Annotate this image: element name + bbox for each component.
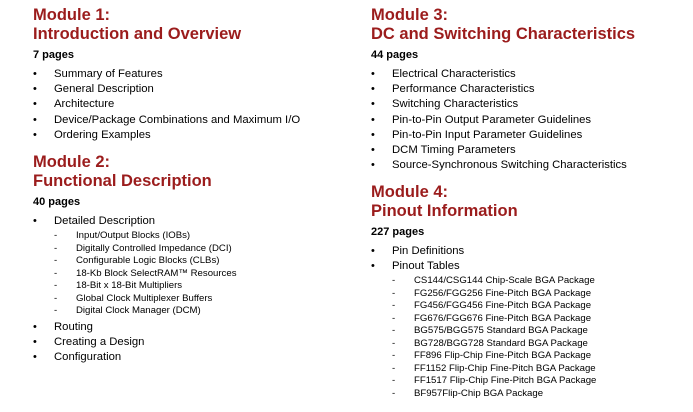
list-item [371,82,635,97]
bullet-icon: • [33,215,37,227]
bullet-icon: • [33,113,37,126]
sub-list-item [54,243,237,256]
list-item-label: DCM Timing Parameters [392,144,516,157]
module-2-heading: Module 2: [33,153,110,171]
sub-list-item [392,350,596,363]
bullet-icon: • [33,83,37,96]
list-item [33,320,237,335]
sub-list-item-label: FF1517 Flip-Chip Fine-Pitch BGA Package [414,375,597,387]
list-item-label: Pin-to-Pin Input Parameter Guidelines [392,128,583,141]
bullet-icon: • [33,335,37,348]
module-4-sublist [392,275,596,400]
sub-list-item-label: Digital Clock Manager (DCM) [76,305,201,317]
list-item-label: Pinout Tables [392,260,460,273]
module-4-list [371,244,596,400]
list-item-label: Pin Definitions [392,245,465,257]
sub-list-item [54,293,237,306]
module-4-pages: 227 pages [371,226,425,238]
sub-list-item-label: BF957Flip-Chip BGA Package [414,387,544,399]
bullet-icon: • [33,68,37,80]
module-3-title: DC and Switching Characteristics [371,25,636,43]
sub-list-item-label: FG456/FGG456 Fine-Pitch BGA Package [414,300,592,312]
module-2 [33,153,237,365]
module-2-sublist [54,230,237,318]
list-item [371,97,635,112]
list-item-label: Device/Package Combinations and Maximum I/O [54,113,301,126]
bullet-icon: • [371,128,375,141]
bullet-icon: • [33,351,37,364]
sub-list-item [54,230,237,243]
bullet-icon: • [371,113,375,126]
dash-icon: - [392,350,396,362]
sub-list-item [392,288,596,301]
bullet-icon: • [371,260,375,273]
sub-list-item [392,388,596,401]
list-item [33,350,237,365]
sub-list-item-label: 18-Kb Block SelectRAM™ Resources [76,267,237,279]
sub-list-item-label: Input/Output Blocks (IOBs) [76,230,191,242]
dash-icon: - [54,230,58,242]
sub-list-item [392,375,596,388]
module-3-pages: 44 pages [371,49,419,61]
list-item [371,128,635,143]
bullet-icon: • [371,144,375,157]
sub-list-item-label: Configurable Logic Blocks (CLBs) [76,255,220,267]
module-3 [371,6,635,173]
dash-icon: - [54,267,58,279]
module-3-heading: Module 3: [371,6,448,24]
bullet-icon: • [371,245,375,257]
dash-icon: - [392,362,396,374]
module-2-list [33,214,237,365]
list-item-label: Switching Characteristics [392,98,519,111]
list-item-label: Architecture [54,98,115,111]
module-1-heading: Module 1: [33,6,110,24]
sub-list-item [392,325,596,338]
dash-icon: - [392,275,396,287]
list-item [371,158,635,173]
dash-icon: - [392,287,396,299]
dash-icon: - [54,280,58,292]
list-item-label: Source-Synchronous Switching Characteristics [392,159,627,172]
list-item [33,67,300,82]
dash-icon: - [54,292,58,304]
list-item [33,113,300,128]
sub-list-item [54,268,237,281]
list-item [33,97,300,112]
dash-icon: - [392,375,396,387]
module-1-title: Introduction and Overview [33,25,242,43]
dash-icon: - [392,325,396,337]
dash-icon: - [392,300,396,312]
list-item [371,113,635,128]
sub-list-item [54,305,237,318]
module-1-pages: 7 pages [33,49,74,61]
module-1-list [33,67,300,143]
list-item-label: Pin-to-Pin Output Parameter Guidelines [392,113,592,126]
list-item-label: General Description [54,83,154,96]
sub-list-item-label: Digitally Controlled Impedance (DCI) [76,242,232,254]
sub-list-item [392,338,596,351]
list-item-label: Routing [54,320,93,333]
sub-list-item-label: FF1152 Flip-Chip Fine-Pitch BGA Package [414,362,596,374]
list-item-label: Ordering Examples [54,128,151,141]
module-4-title: Pinout Information [371,202,518,220]
dash-icon: - [54,305,58,317]
module-2-title: Functional Description [33,172,212,190]
list-item-label: Detailed Description [54,215,156,227]
bullet-icon: • [33,128,37,141]
list-item [33,214,237,318]
bullet-icon: • [33,98,37,111]
bullet-icon: • [371,68,375,80]
module-4-heading: Module 4: [371,183,448,201]
sub-list-item [392,363,596,376]
sub-list-item [392,275,596,288]
list-item [371,259,596,400]
list-item [33,335,237,350]
sub-list-item-label: FF896 Flip-Chip Fine-Pitch BGA Package [414,350,592,362]
dash-icon: - [392,337,396,349]
sub-list-item [392,313,596,326]
sub-list-item [54,280,237,293]
module-2-pages: 40 pages [33,196,81,208]
sub-list-item-label: CS144/CSG144 Chip-Scale BGA Package [414,275,595,287]
sub-list-item-label: FG676/FGG676 Fine-Pitch BGA Package [414,312,592,324]
list-item-label: Electrical Characteristics [392,68,516,80]
sub-list-item [392,300,596,313]
list-item [33,82,300,97]
module-3-list [371,67,635,173]
sub-list-item-label: BG728/BGG728 Standard BGA Package [414,337,588,349]
module-4 [371,183,596,402]
sub-list-item-label: FG256/FGG256 Fine-Pitch BGA Package [414,287,592,299]
dash-icon: - [392,387,396,399]
list-item [371,143,635,158]
list-item [371,67,635,82]
list-item [371,244,596,259]
list-item [33,128,300,143]
dash-icon: - [54,255,58,267]
list-item-label: Creating a Design [54,335,145,348]
bullet-icon: • [371,83,375,96]
sub-list-item [54,255,237,268]
bullet-icon: • [371,159,375,172]
sub-list-item-label: 18-Bit x 18-Bit Multipliers [76,280,183,292]
dash-icon: - [54,242,58,254]
bullet-icon: • [371,98,375,111]
list-item-label: Configuration [54,351,122,364]
dash-icon: - [392,312,396,324]
sub-list-item-label: Global Clock Multiplexer Buffers [76,292,213,304]
list-item-label: Performance Characteristics [392,83,535,96]
module-1 [33,6,300,143]
bullet-icon: • [33,320,37,333]
list-item-label: Summary of Features [54,68,163,80]
sub-list-item-label: BG575/BGG575 Standard BGA Package [414,325,588,337]
